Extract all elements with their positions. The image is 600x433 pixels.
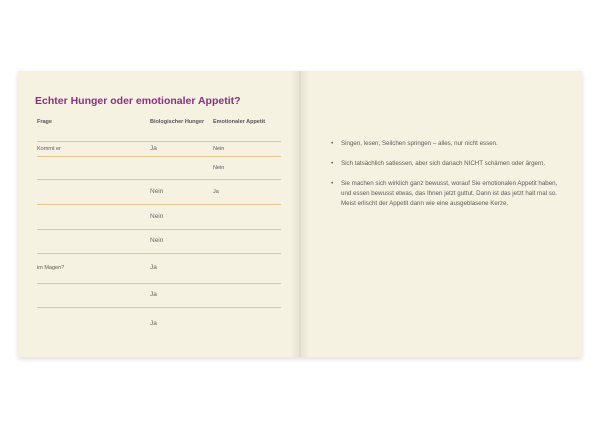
table-row [37, 205, 281, 230]
bullet-item [331, 139, 560, 149]
bullet-text: Sich tatsächlich satlessen, aber sich danach NICHT schämen oder ärgern. [341, 160, 546, 167]
header-emotional: Emotionaler Appetit [213, 119, 266, 125]
table-row [37, 180, 281, 205]
table-row [37, 308, 281, 340]
hunger-table [37, 119, 281, 340]
bullet-dot-icon: • [331, 160, 334, 167]
table-header [37, 119, 281, 142]
bio-cell: Ja [150, 319, 157, 327]
table-row [37, 157, 281, 180]
emo-cell: Nein [213, 164, 225, 171]
table-row [37, 284, 281, 308]
intro-paragraph [325, 105, 560, 121]
emo-cell: Ja [213, 188, 219, 195]
header-biologisch: Biologischer Hunger [150, 119, 205, 125]
question-cell: Kommt er [37, 145, 61, 152]
page-heading: Echter Hunger oder emotionaler Appetit? [35, 95, 241, 107]
bio-cell: Ja [150, 144, 157, 152]
question-cell: im Magen? [37, 265, 65, 272]
bullet-dot-icon: • [331, 140, 334, 147]
left-page [18, 71, 300, 357]
bullet-dot-icon: • [331, 180, 334, 187]
bullet-item [331, 179, 560, 209]
table-row [37, 254, 281, 284]
table-row [37, 230, 281, 254]
closing-line [325, 221, 560, 231]
bullet-text: Singen, lesen, Seilchen springen – alles, nur nicht essen. [341, 140, 498, 147]
right-page-text [325, 105, 560, 241]
bio-cell: Ja [150, 264, 157, 272]
closing-paragraph [325, 221, 560, 241]
bio-cell: Nein [150, 212, 164, 220]
header-frage: Frage [37, 119, 52, 125]
bullet-text: Sie machen sich wirklich ganz bewusst, worauf Sie emotionalen Appetit haben, und essen bewusst etwas, das Ihnen jetzt guttut. Dann ist das jetzt halt mal so. Meist erlischt der Appetit dann wie eine ausgeblasene Kerze. [341, 180, 558, 207]
bio-cell: Ja [150, 291, 157, 299]
book-spread [18, 71, 582, 357]
bullet-item [331, 159, 560, 169]
bio-cell: Nein [150, 237, 164, 245]
bullet-list [325, 139, 560, 209]
closing-line [325, 231, 560, 241]
bio-cell: Nein [150, 187, 164, 195]
table-row [37, 142, 281, 157]
emo-cell: Nein [213, 145, 225, 152]
right-page [300, 71, 582, 357]
